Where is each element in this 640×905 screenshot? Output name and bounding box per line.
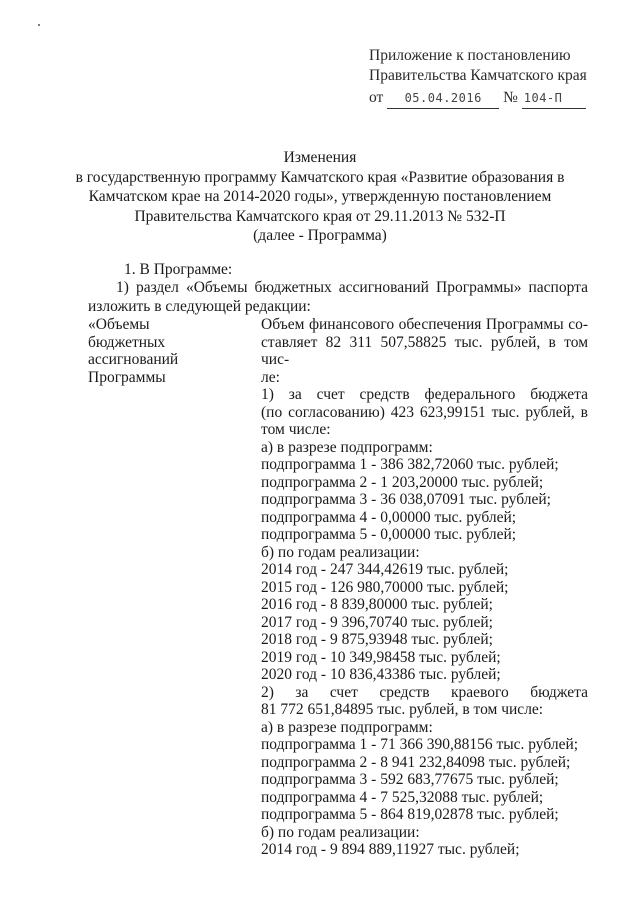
list-item: 2014 год - 9 894 889,11927 тыс. рублей; xyxy=(261,841,520,858)
list-item: подпрограмма 5 - 864 819,02878 тыс. рублей; xyxy=(261,806,559,823)
passport-content xyxy=(261,316,588,859)
federal-line: том числе: xyxy=(261,421,331,438)
list-item: 2020 год - 10 836,43386 тыс. рублей; xyxy=(261,666,501,683)
intro-line: ставляет 82 311 507,58825 тыс. рублей, в том чис- xyxy=(261,333,588,368)
list-item: подпрограмма 4 - 7 525,32088 тыс. рублей; xyxy=(261,788,544,806)
title-line-2: Камчатском крае на 2014-2020 годы», утвержденную постановлением xyxy=(88,188,552,205)
title-line-4: (далее - Программа) xyxy=(253,227,387,244)
list-item: 2014 год - 247 344,42619 тыс. рублей; xyxy=(261,561,509,578)
title-heading: Изменения xyxy=(283,149,357,166)
list-item: 2019 год - 10 349,98458 тыс. рублей; xyxy=(261,648,501,666)
passport-label-line: Программы xyxy=(88,368,166,386)
list-item: подпрограмма 4 - 0,00000 тыс. рублей; xyxy=(261,508,517,526)
approval-line-1: Приложение к постановлению xyxy=(369,47,571,64)
approval-date-line xyxy=(369,88,587,109)
regional-years-heading: б) по годам реализации: xyxy=(261,823,420,841)
intro-line: Объем финансового обеспечения Программы со- xyxy=(261,316,588,333)
approval-date: 05.04.2016 xyxy=(387,88,499,109)
federal-line: 1) за счет средств федерального бюджета xyxy=(261,386,588,403)
list-item: подпрограмма 3 - 36 038,07091 тыс. рублей; xyxy=(261,491,551,508)
list-item: 2017 год - 9 396,70740 тыс. рублей; xyxy=(261,613,493,631)
passport-label xyxy=(88,316,238,386)
list-item: подпрограмма 2 - 1 203,20000 тыс. рублей; xyxy=(261,473,544,491)
regional-sub-heading: а) в разрезе подпрограмм: xyxy=(261,718,433,736)
list-item: подпрограмма 1 - 71 366 390,88156 тыс. рублей; xyxy=(261,736,579,753)
list-item: подпрограмма 1 - 386 382,72060 тыс. рублей; xyxy=(261,456,559,473)
list-item: 2018 год - 9 875,93948 тыс. рублей; xyxy=(261,631,493,648)
passport-label-line: бюджетных xyxy=(88,333,166,351)
passport-label-line: ассигнований xyxy=(88,351,179,368)
federal-years-heading: б) по годам реализации: xyxy=(261,543,420,561)
document-title xyxy=(60,148,580,246)
title-line-3: Правительства Камчатского края от 29.11.2013 № 532-П xyxy=(134,207,506,225)
list-item: подпрограмма 5 - 0,00000 тыс. рублей; xyxy=(261,526,517,543)
list-item: 2015 год - 126 980,70000 тыс. рублей; xyxy=(261,578,509,596)
list-item: подпрограмма 2 - 8 941 232,84098 тыс. рублей; xyxy=(261,753,571,771)
list-item: подпрограмма 3 - 592 683,77675 тыс. рублей; xyxy=(261,771,559,788)
number-label: № xyxy=(503,89,518,106)
section-heading: 1. В Программе: xyxy=(124,261,233,278)
intro-line: ле: xyxy=(261,368,280,386)
federal-line: (по согласованию) 423 623,99151 тыс. рублей, в xyxy=(261,403,588,421)
passport-label-line: «Объемы xyxy=(88,316,150,333)
approval-line-2: Правительства Камчатского края xyxy=(369,67,587,84)
approval-number: 104-П xyxy=(522,88,586,109)
section-item-1: 1) раздел «Объемы бюджетных ассигнований Программы» паспорта изложить в следующей редакции: xyxy=(88,279,588,315)
title-line-1: в государственную программу Камчатского края «Развитие образования в xyxy=(75,168,565,186)
from-label: от xyxy=(369,89,384,106)
scan-speck xyxy=(38,24,40,26)
regional-line: 81 772 651,84895 тыс. рублей, в том числе: xyxy=(261,701,544,718)
regional-line: 2) за счет средств краевого бюджета xyxy=(261,683,588,701)
federal-sub-heading: а) в разрезе подпрограмм: xyxy=(261,438,433,456)
approval-stamp xyxy=(369,46,587,109)
list-item: 2016 год - 8 839,80000 тыс. рублей; xyxy=(261,596,493,613)
